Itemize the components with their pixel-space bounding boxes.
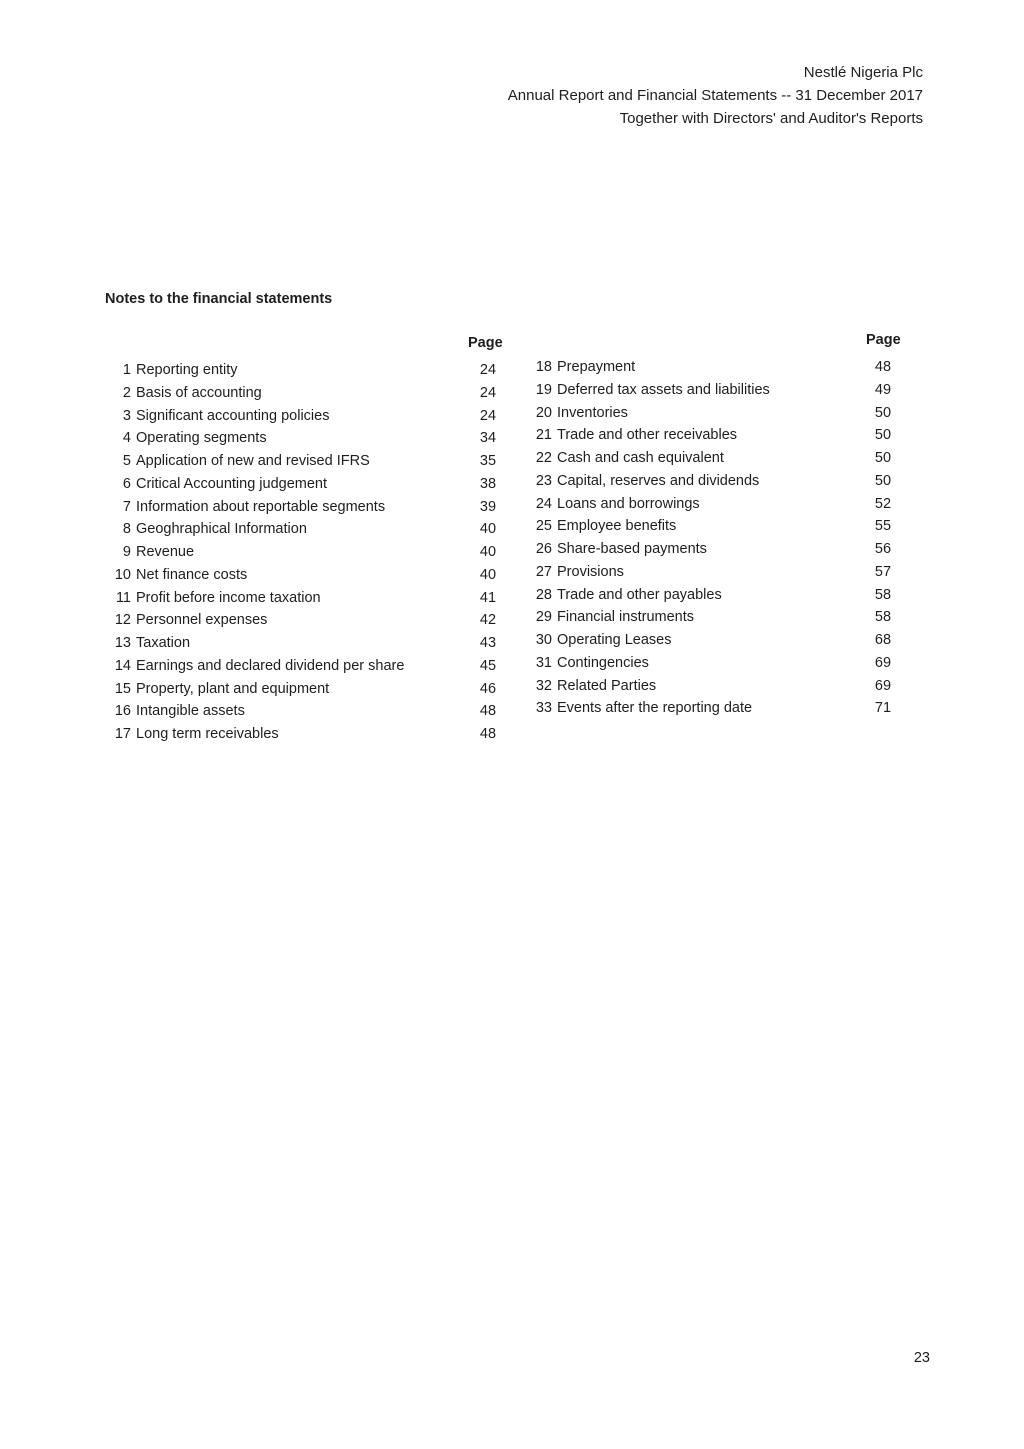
note-number: 8 [122, 521, 131, 538]
note-page-number: 71 [874, 700, 892, 717]
note-page-number: 24 [479, 407, 497, 424]
note-page-number: 34 [479, 430, 497, 447]
note-number: 27 [535, 563, 552, 580]
note-entry [106, 678, 506, 701]
note-title: Employee benefits [557, 518, 677, 535]
note-page-number: 35 [479, 453, 497, 469]
note-title: Earnings and declared dividend per share [136, 657, 405, 674]
note-entry [106, 473, 506, 496]
note-number: 21 [535, 427, 552, 444]
note-number: 13 [114, 635, 131, 651]
note-title: Provisions [557, 563, 624, 580]
note-entry [527, 675, 907, 698]
note-number: 10 [114, 566, 131, 583]
notes-list-left [106, 359, 506, 746]
note-page-number: 41 [479, 589, 497, 606]
note-entry [106, 450, 506, 473]
note-title: Capital, reserves and dividends [557, 472, 760, 489]
note-title: Property, plant and equipment [136, 680, 330, 697]
note-number: 12 [114, 612, 131, 629]
note-page-number: 57 [874, 563, 892, 580]
note-entry [527, 424, 907, 447]
note-title: Share-based payments [557, 541, 707, 557]
note-number: 2 [122, 384, 131, 401]
note-title: Trade and other payables [557, 586, 722, 603]
note-title: Operating Leases [557, 632, 672, 648]
note-title: Inventories [557, 404, 628, 421]
note-number: 4 [122, 430, 131, 447]
note-title: Related Parties [557, 677, 657, 694]
note-number: 26 [535, 541, 552, 557]
note-number: 9 [122, 544, 131, 560]
note-entry [106, 564, 506, 587]
note-page-number: 50 [874, 450, 892, 466]
company-name: Nestlé Nigeria Plc [803, 64, 923, 81]
note-title: Operating segments [136, 430, 267, 447]
note-number: 16 [114, 703, 131, 720]
note-number: 17 [114, 726, 131, 742]
note-title: Financial instruments [557, 609, 694, 626]
note-page-number: 43 [479, 635, 497, 651]
note-page-number: 48 [479, 726, 497, 742]
note-entry [106, 518, 506, 541]
page-number: 23 [913, 1350, 930, 1366]
report-subtitle: Together with Directors' and Auditor's Reports [619, 110, 923, 127]
note-title: Prepayment [557, 359, 636, 375]
note-page-number: 40 [479, 544, 497, 560]
note-number: 22 [535, 450, 552, 466]
note-title: Geoghraphical Information [136, 521, 307, 538]
note-title: Information about reportable segments [136, 498, 386, 515]
note-entry [106, 541, 506, 564]
note-entry [106, 382, 506, 405]
note-page-number: 45 [479, 657, 497, 674]
note-page-number: 50 [874, 472, 892, 489]
note-page-number: 40 [479, 521, 497, 538]
section-title: Notes to the financial statements [105, 291, 333, 307]
note-entry [106, 723, 506, 746]
report-title: Annual Report and Financial Statements -- 31 December 2017 [507, 87, 923, 104]
note-entry [106, 587, 506, 610]
page-column-heading-right: Page [866, 332, 901, 348]
note-number: 5 [122, 453, 131, 469]
note-page-number: 40 [479, 566, 497, 583]
note-title: Deferred tax assets and liabilities [557, 381, 770, 398]
note-page-number: 48 [479, 703, 497, 720]
note-entry [527, 697, 907, 720]
note-entry [527, 356, 907, 379]
note-number: 20 [535, 404, 552, 421]
note-number: 30 [535, 632, 552, 648]
note-title: Long term receivables [136, 726, 279, 742]
note-entry [527, 561, 907, 584]
note-entry [106, 655, 506, 678]
document-header [508, 61, 923, 130]
note-title: Net finance costs [136, 566, 248, 583]
note-page-number: 39 [479, 498, 497, 515]
note-page-number: 69 [874, 654, 892, 671]
note-title: Contingencies [557, 654, 649, 671]
note-number: 19 [535, 381, 552, 398]
note-entry [106, 405, 506, 428]
note-entry [106, 359, 506, 382]
note-entry [106, 427, 506, 450]
note-entry [106, 700, 506, 723]
note-number: 11 [115, 589, 131, 606]
note-entry [527, 515, 907, 538]
note-page-number: 48 [874, 359, 892, 375]
note-title: Cash and cash equivalent [557, 450, 724, 466]
note-page-number: 56 [874, 541, 892, 557]
note-number: 6 [122, 475, 131, 492]
note-page-number: 55 [874, 518, 892, 535]
note-title: Taxation [136, 635, 191, 651]
note-number: 33 [535, 700, 552, 717]
note-title: Basis of accounting [136, 384, 262, 401]
notes-list-right [527, 356, 907, 720]
note-entry [527, 493, 907, 516]
note-entry [527, 538, 907, 561]
note-page-number: 68 [874, 632, 892, 648]
note-entry [527, 379, 907, 402]
note-number: 29 [535, 609, 552, 626]
note-number: 3 [122, 407, 131, 424]
note-title: Significant accounting policies [136, 407, 330, 424]
note-number: 32 [535, 677, 552, 694]
note-entry [527, 652, 907, 675]
note-title: Intangible assets [136, 703, 245, 720]
note-title: Events after the reporting date [557, 700, 753, 717]
note-number: 7 [122, 498, 131, 515]
note-number: 25 [535, 518, 552, 535]
note-entry [106, 609, 506, 632]
note-number: 14 [114, 657, 131, 674]
note-number: 18 [535, 359, 552, 375]
note-page-number: 50 [874, 427, 892, 444]
note-page-number: 49 [874, 381, 892, 398]
note-page-number: 58 [874, 586, 892, 603]
note-entry [527, 584, 907, 607]
note-entry [527, 629, 907, 652]
note-number: 28 [535, 586, 552, 603]
note-title: Trade and other receivables [557, 427, 738, 444]
note-page-number: 24 [479, 384, 497, 401]
note-title: Critical Accounting judgement [136, 475, 328, 492]
note-page-number: 50 [874, 404, 892, 421]
note-page-number: 58 [874, 609, 892, 626]
note-entry [527, 402, 907, 425]
note-page-number: 24 [479, 362, 497, 378]
note-number: 15 [114, 680, 131, 697]
note-entry [527, 470, 907, 493]
note-number: 1 [122, 362, 131, 378]
note-entry [527, 606, 907, 629]
note-entry [106, 496, 506, 519]
note-page-number: 52 [874, 495, 892, 512]
note-title: Profit before income taxation [136, 589, 321, 606]
note-page-number: 69 [874, 677, 892, 694]
note-title: Personnel expenses [136, 612, 268, 629]
note-title: Revenue [136, 544, 195, 560]
note-title: Application of new and revised IFRS [136, 453, 370, 469]
note-number: 23 [535, 472, 552, 489]
note-number: 24 [535, 495, 552, 512]
note-title: Loans and borrowings [557, 495, 700, 512]
page-column-heading-left: Page [468, 335, 503, 351]
note-page-number: 46 [479, 680, 497, 697]
note-page-number: 42 [479, 612, 497, 629]
note-page-number: 38 [479, 475, 497, 492]
note-number: 31 [535, 654, 552, 671]
note-entry [106, 632, 506, 655]
note-title: Reporting entity [136, 362, 238, 378]
note-entry [527, 447, 907, 470]
